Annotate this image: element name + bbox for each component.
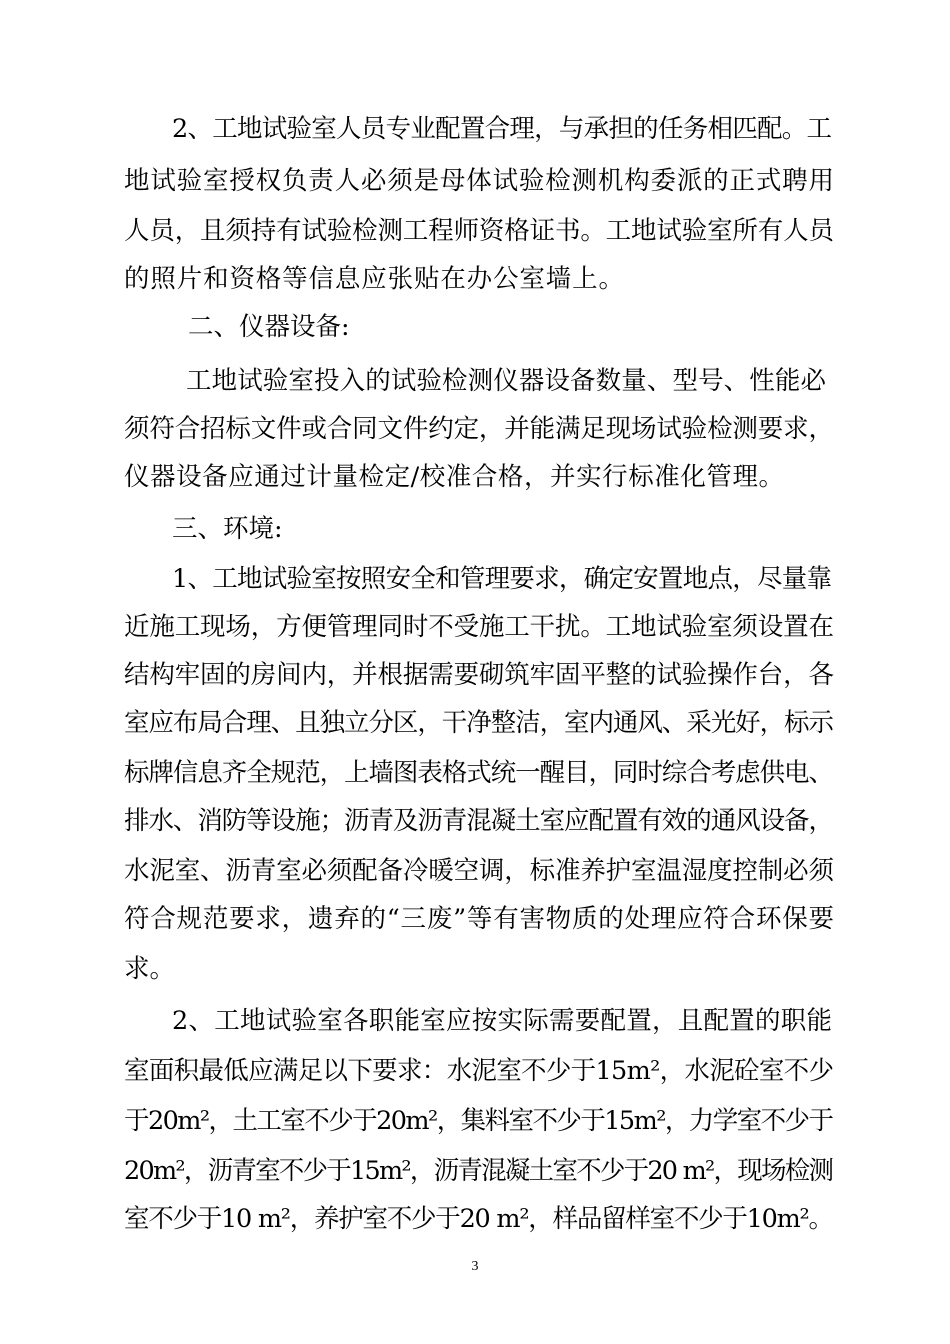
paragraph-line: 近施工现场，方便管理同时不受施工干扰。工地试验室须设置在 [124, 612, 834, 642]
paragraph-line: 仪器设备应通过计量检定/校准合格，并实行标准化管理。 [124, 462, 785, 492]
paragraph-line: 符合规范要求，遗弃的“三废”等有害物质的处理应符合环保要 [124, 904, 835, 934]
paragraph-line: 须符合招标文件或合同文件约定，并能满足现场试验检测要求， [124, 414, 834, 444]
section-heading: 三、环境: [172, 514, 283, 544]
paragraph-line: 的照片和资格等信息应张贴在办公室墙上。 [124, 264, 625, 294]
paragraph-line: 室不少于10 m²，养护室不少于20 m²，样品留样室不少于10m²。 [124, 1204, 833, 1234]
paragraph-line: 室应布局合理、且独立分区，干净整洁，室内通风、采光好，标示 [124, 708, 833, 738]
paragraph-line: 工地试验室投入的试验检测仪器设备数量、型号、性能必 [186, 366, 827, 396]
paragraph-line: 1、工地试验室按照安全和管理要求，确定安置地点，尽量靠 [172, 564, 832, 594]
paragraph-line: 地试验室授权负责人必须是母体试验检测机构委派的正式聘用 [124, 166, 835, 196]
paragraph-line: 求。 [124, 954, 176, 984]
paragraph-line: 结构牢固的房间内，并根据需要砌筑牢固平整的试验操作台，各 [124, 660, 834, 690]
paragraph-line: 标牌信息齐全规范，上墙图表格式统一醒目，同时综合考虑供电、 [124, 758, 833, 788]
paragraph-line: 排水、消防等设施；沥青及沥青混凝土室应配置有效的通风设备， [124, 806, 833, 836]
section-heading: 二、仪器设备: [188, 312, 350, 342]
paragraph-line: 20m²，沥青室不少于15m²，沥青混凝土室不少于20 m²，现场检测 [124, 1156, 833, 1186]
paragraph-line: 室面积最低应满足以下要求：水泥室不少于15m²，水泥砼室不少 [124, 1056, 834, 1086]
paragraph-line: 2、工地试验室各职能室应按实际需要配置，且配置的职能 [172, 1006, 833, 1036]
paragraph-line: 人员，且须持有试验检测工程师资格证书。工地试验室所有人员 [124, 216, 834, 246]
paragraph-line: 于20m²，土工室不少于20m²，集料室不少于15m²，力学室不少于 [124, 1106, 833, 1136]
page-number: 3 [471, 1259, 479, 1274]
paragraph-line: 2、工地试验室人员专业配置合理，与承担的任务相匹配。工 [172, 114, 832, 144]
paragraph-line: 水泥室、沥青室必须配备冷暖空调，标准养护室温湿度控制必须 [124, 856, 834, 886]
